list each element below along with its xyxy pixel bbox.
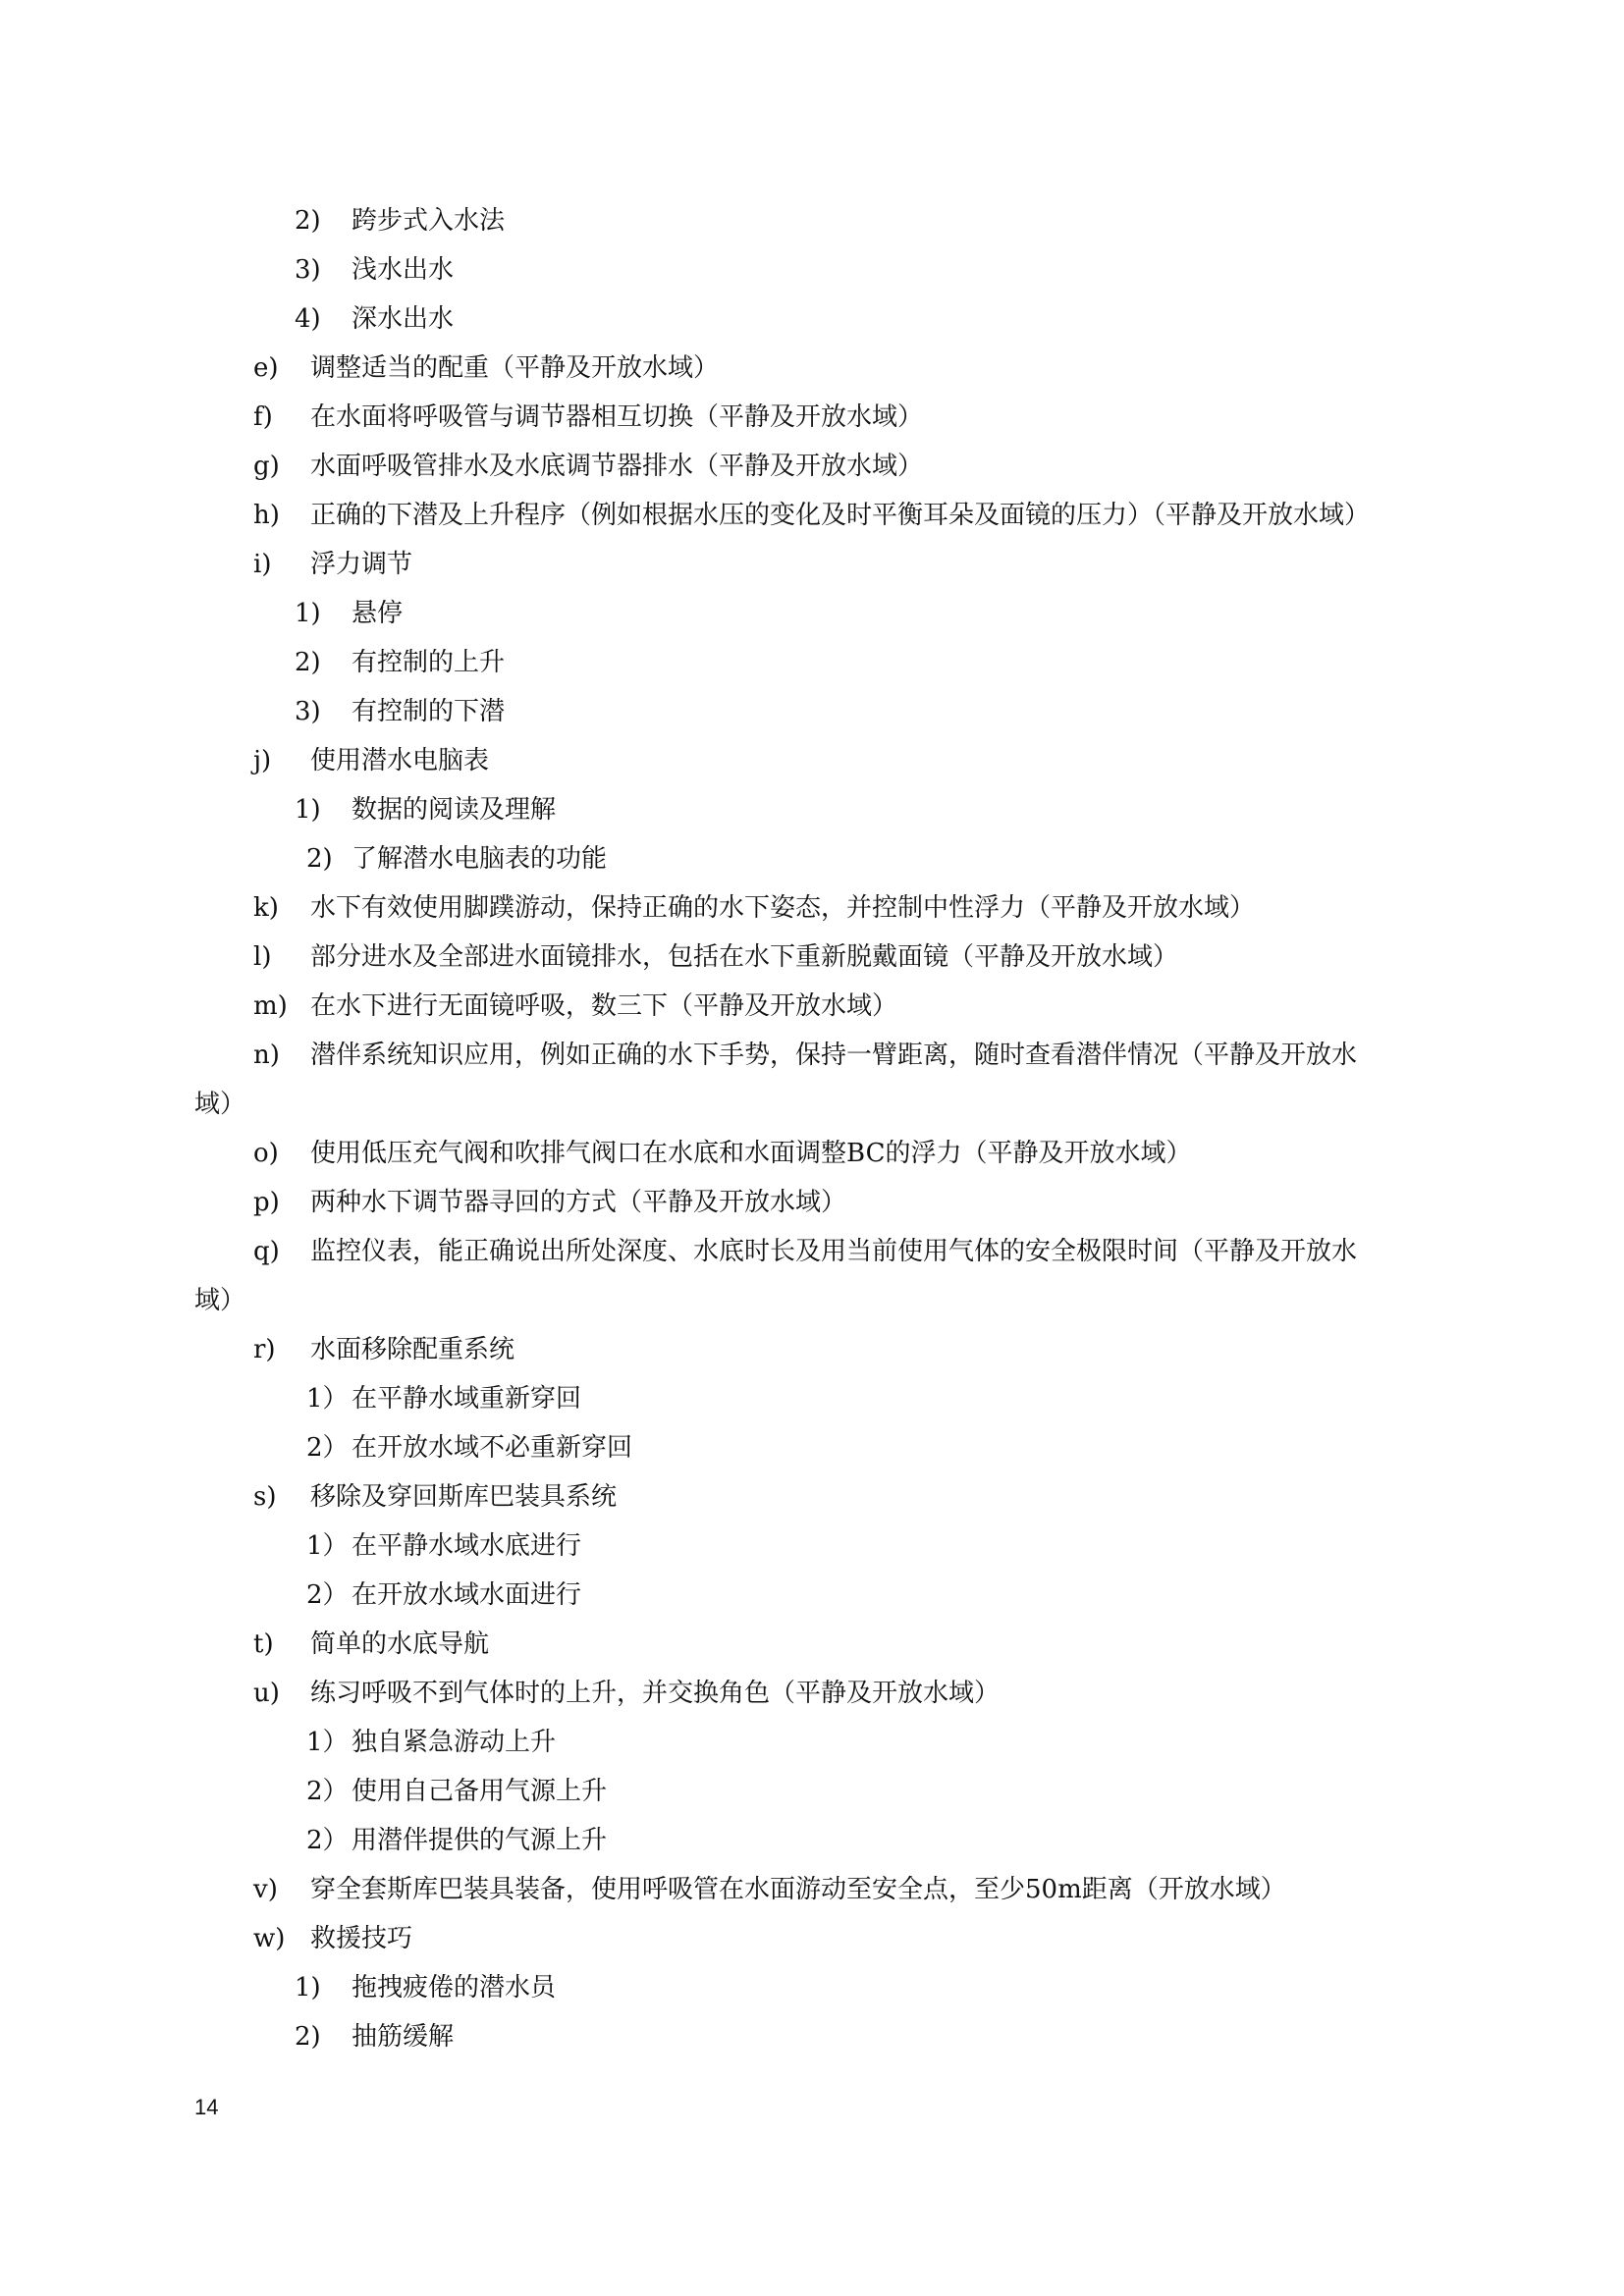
list-marker: 2） bbox=[306, 1580, 349, 1610]
list-item bbox=[0, 638, 1624, 687]
list-item bbox=[0, 1178, 1624, 1227]
list-marker: q) bbox=[253, 1237, 280, 1266]
list-marker: 3) bbox=[295, 255, 321, 285]
list-marker: 3) bbox=[295, 697, 321, 726]
list-item bbox=[0, 1522, 1624, 1571]
list-text: 在平静水域重新穿回 bbox=[352, 1384, 582, 1414]
list-marker: n) bbox=[253, 1041, 280, 1070]
list-text: 域） bbox=[194, 1286, 246, 1315]
list-item-continuation bbox=[0, 1276, 1624, 1325]
list-item bbox=[0, 196, 1624, 245]
list-item bbox=[0, 344, 1624, 393]
list-text: 用潜伴提供的气源上升 bbox=[352, 1826, 608, 1855]
list-item bbox=[0, 1963, 1624, 2012]
page-number: 14 bbox=[194, 2095, 219, 2119]
list-marker: 2) bbox=[295, 2022, 321, 2052]
list-text: 抽筋缓解 bbox=[352, 2022, 455, 2052]
list-marker: w) bbox=[253, 1924, 286, 1953]
list-item bbox=[0, 1423, 1624, 1472]
list-text: 悬停 bbox=[352, 599, 404, 628]
list-item-continuation bbox=[0, 1080, 1624, 1129]
list-marker: v) bbox=[253, 1875, 278, 1904]
list-text: 简单的水底导航 bbox=[310, 1629, 490, 1659]
list-marker: 1) bbox=[295, 1973, 321, 2002]
list-text: 有控制的上升 bbox=[352, 648, 506, 677]
list-item bbox=[0, 933, 1624, 982]
list-text: 练习呼吸不到气体时的上升，并交换角色（平静及开放水域） bbox=[310, 1679, 1001, 1708]
list-text: 移除及穿回斯库巴装具系统 bbox=[310, 1482, 618, 1512]
list-item bbox=[0, 1325, 1624, 1374]
list-text: 有控制的下潜 bbox=[352, 697, 506, 726]
list-text: 潜伴系统知识应用，例如正确的水下手势，保持一臂距离，随时查看潜伴情况（平静及开放水 bbox=[310, 1041, 1358, 1070]
list-marker: g) bbox=[253, 452, 280, 481]
list-marker: 1） bbox=[306, 1728, 349, 1757]
list-text: 使用潜水电脑表 bbox=[310, 746, 490, 775]
list-marker: h) bbox=[253, 501, 280, 530]
list-marker: i) bbox=[253, 550, 272, 579]
list-marker: 4) bbox=[295, 304, 321, 334]
list-text: 在水下进行无面镜呼吸，数三下（平静及开放水域） bbox=[310, 991, 898, 1021]
list-item bbox=[0, 1129, 1624, 1178]
list-marker: f) bbox=[253, 402, 273, 432]
list-marker: s) bbox=[253, 1482, 277, 1512]
list-text: 使用自己备用气源上升 bbox=[352, 1777, 608, 1806]
list-text: 穿全套斯库巴装具装备，使用呼吸管在水面游动至安全点，至少50m距离（开放水域） bbox=[310, 1875, 1286, 1904]
list-text: 监控仪表，能正确说出所处深度、水底时长及用当前使用气体的安全极限时间（平静及开放水 bbox=[310, 1237, 1358, 1266]
list-text: 深水出水 bbox=[352, 304, 455, 334]
list-text: 水下有效使用脚蹼游动，保持正确的水下姿态，并控制中性浮力（平静及开放水域） bbox=[310, 893, 1256, 923]
list-text: 在开放水域水面进行 bbox=[352, 1580, 582, 1610]
list-marker: e) bbox=[253, 353, 279, 383]
list-text: 救援技巧 bbox=[310, 1924, 413, 1953]
list-marker: 2) bbox=[295, 206, 321, 236]
list-text: 浅水出水 bbox=[352, 255, 455, 285]
list-text: 了解潜水电脑表的功能 bbox=[352, 844, 608, 874]
list-item bbox=[0, 491, 1624, 540]
list-text: 部分进水及全部进水面镜排水，包括在水下重新脱戴面镜（平静及开放水域） bbox=[310, 942, 1179, 972]
list-item bbox=[0, 1816, 1624, 1865]
list-marker: 2) bbox=[306, 844, 333, 874]
list-text: 独自紧急游动上升 bbox=[352, 1728, 557, 1757]
list-item bbox=[0, 736, 1624, 785]
list-marker: p) bbox=[253, 1188, 280, 1217]
list-marker: t) bbox=[253, 1629, 274, 1659]
list-item bbox=[0, 687, 1624, 736]
list-text: 调整适当的配重（平静及开放水域） bbox=[310, 353, 720, 383]
list-item bbox=[0, 1620, 1624, 1669]
list-item bbox=[0, 1669, 1624, 1718]
list-item bbox=[0, 442, 1624, 491]
list-item bbox=[0, 1718, 1624, 1767]
list-text: 水面移除配重系统 bbox=[310, 1335, 515, 1364]
list-text: 在平静水域水底进行 bbox=[352, 1531, 582, 1561]
list-item bbox=[0, 2012, 1624, 2061]
document-body bbox=[0, 196, 1624, 2061]
list-marker: m) bbox=[253, 991, 288, 1021]
list-marker: r) bbox=[253, 1335, 276, 1364]
list-text: 在水面将呼吸管与调节器相互切换（平静及开放水域） bbox=[310, 402, 924, 432]
list-text: 跨步式入水法 bbox=[352, 206, 506, 236]
list-text: 水面呼吸管排水及水底调节器排水（平静及开放水域） bbox=[310, 452, 924, 481]
list-text: 数据的阅读及理解 bbox=[352, 795, 557, 825]
list-item bbox=[0, 1227, 1624, 1276]
list-item bbox=[0, 245, 1624, 294]
list-marker: u) bbox=[253, 1679, 280, 1708]
list-item bbox=[0, 785, 1624, 834]
list-item bbox=[0, 1767, 1624, 1816]
list-item bbox=[0, 540, 1624, 589]
list-text: 域） bbox=[194, 1090, 246, 1119]
list-item bbox=[0, 883, 1624, 933]
list-marker: 1） bbox=[306, 1384, 349, 1414]
list-item bbox=[0, 1374, 1624, 1423]
list-item bbox=[0, 1031, 1624, 1080]
list-item bbox=[0, 1914, 1624, 1963]
list-text: 正确的下潜及上升程序（例如根据水压的变化及时平衡耳朵及面镜的压力）（平静及开放水域） bbox=[310, 501, 1371, 530]
list-marker: 2） bbox=[306, 1777, 349, 1806]
list-item bbox=[0, 1571, 1624, 1620]
list-text: 拖拽疲倦的潜水员 bbox=[352, 1973, 557, 2002]
list-item bbox=[0, 834, 1624, 883]
list-marker: 2） bbox=[306, 1433, 349, 1463]
list-marker: j) bbox=[253, 746, 272, 775]
list-marker: 2） bbox=[306, 1826, 349, 1855]
list-item bbox=[0, 294, 1624, 344]
list-item bbox=[0, 1865, 1624, 1914]
list-marker: 1) bbox=[295, 795, 321, 825]
list-item bbox=[0, 393, 1624, 442]
list-text: 使用低压充气阀和吹排气阀口在水底和水面调整BC的浮力（平静及开放水域） bbox=[310, 1139, 1192, 1168]
list-marker: 2) bbox=[295, 648, 321, 677]
list-marker: 1） bbox=[306, 1531, 349, 1561]
list-item bbox=[0, 1472, 1624, 1522]
list-item bbox=[0, 589, 1624, 638]
list-text: 在开放水域不必重新穿回 bbox=[352, 1433, 633, 1463]
list-text: 两种水下调节器寻回的方式（平静及开放水域） bbox=[310, 1188, 847, 1217]
list-marker: k) bbox=[253, 893, 279, 923]
list-item bbox=[0, 982, 1624, 1031]
list-marker: o) bbox=[253, 1139, 279, 1168]
list-marker: l) bbox=[253, 942, 272, 972]
list-marker: 1) bbox=[295, 599, 321, 628]
list-text: 浮力调节 bbox=[310, 550, 413, 579]
